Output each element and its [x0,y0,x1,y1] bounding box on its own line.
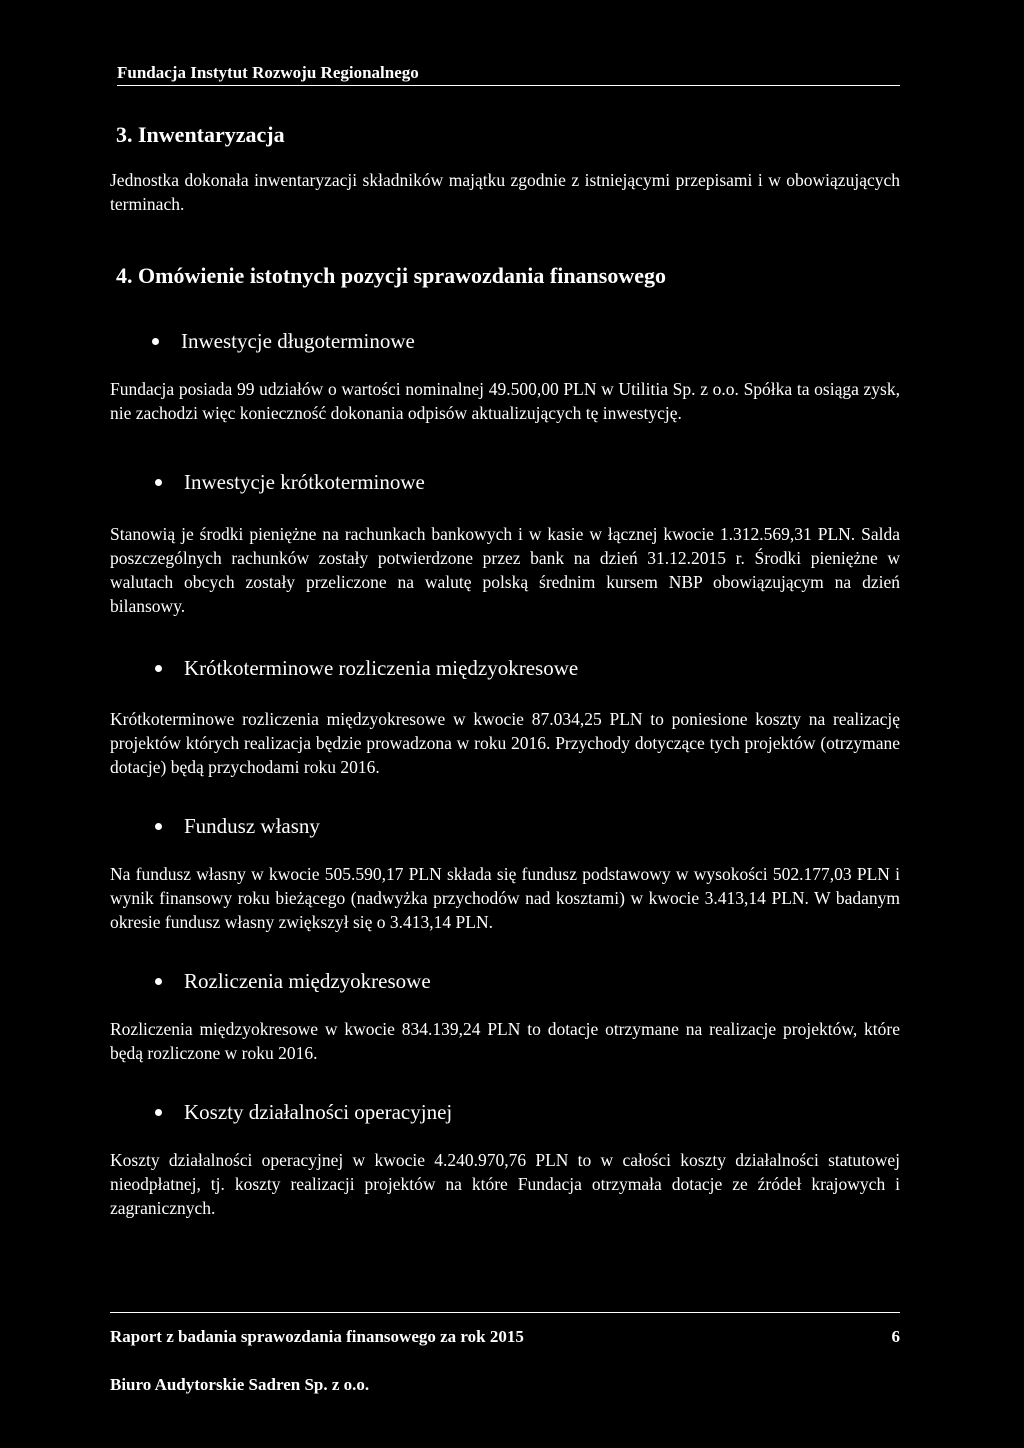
bullet-short-term-accruals [155,654,900,682]
bullet-dot-icon [155,479,162,486]
short-term-investments-paragraph: Stanowią je środki pieniężne na rachunkach bankowych i w kasie w łącznej kwocie 1.312.569,31 PLN. Salda poszczególnych rachunków zostały potwierdzone przez bank na dzień 31.12.2015 r. Środki pieniężne w walutach obcych zostały przeliczone na walutę polską średnim kursem NBP obowiązującym na dzień bilansowy. [110,524,900,616]
page-header: Fundacja Instytut Rozwoju Regionalnego [117,63,419,82]
inventory-paragraph: Jednostka dokonała inwentaryzacji składników majątku zgodnie z istniejącymi przepisami i w obowiązujących terminach. [110,170,900,214]
bullet-title: Fundusz własny [184,814,320,838]
bullet-title: Inwestycje długoterminowe [181,329,415,353]
accruals-paragraph: Rozliczenia międzyokresowe w kwocie 834.139,24 PLN to dotacje otrzymane na realizacje projektów, które będą rozliczone w roku 2016. [110,1019,900,1063]
document-body [110,120,900,1220]
bullet-dot-icon [152,338,159,345]
bullet-accruals [155,967,900,995]
footer-report-title: Raport z badania sprawozdania finansowego za rok 2015 [110,1327,524,1346]
section-heading-inventory: 3. Inwentaryzacja [116,122,285,147]
page-number: 6 [891,1327,900,1346]
bullet-long-term-investments [152,327,900,355]
section-heading-financial-items: 4. Omówienie istotnych pozycji sprawozdania finansowego [116,263,666,288]
bullet-dot-icon [155,978,162,985]
page-footer [110,1326,900,1348]
bullet-title: Krótkoterminowe rozliczenia międzyokresowe [184,656,579,680]
short-term-accruals-paragraph: Krótkoterminowe rozliczenia międzyokresowe w kwocie 87.034,25 PLN to poniesione koszty na realizację projektów których realizacja będzie prowadzona w roku 2016. Przychody dotyczące tych projektów (otrzymane dotacje) będą przychodami roku 2016. [110,709,900,777]
long-term-investments-paragraph: Fundacja posiada 99 udziałów o wartości nominalnej 49.500,00 PLN w Utilitia Sp. z o.o. Spółka ta osiąga zysk, nie zachodzi więc konieczność dokonania odpisów aktualizujących tę inwestycję. [110,379,900,423]
footer-divider [110,1312,900,1313]
header-divider [117,85,900,86]
bullet-dot-icon [155,823,162,830]
bullet-title: Koszty działalności operacyjnej [184,1100,453,1124]
bullet-operating-costs [155,1098,900,1126]
equity-paragraph: Na fundusz własny w kwocie 505.590,17 PLN składa się fundusz podstawowy w wysokości 502.177,03 PLN i wynik finansowy roku bieżącego (nadwyżka przychodów nad kosztami) w kwocie 3.413,14 PLN. W badanym okresie fundusz własny zwiększył się o 3.413,14 PLN. [110,864,900,932]
bullet-dot-icon [155,1109,162,1116]
bullet-dot-icon [155,665,162,672]
bullet-title: Rozliczenia międzyokresowe [184,969,431,993]
bullet-title: Inwestycje krótkoterminowe [184,470,425,494]
bullet-equity [155,812,900,840]
bullet-short-term-investments [155,468,900,496]
footer-auditor: Biuro Audytorskie Sadren Sp. z o.o. [110,1375,370,1394]
operating-costs-paragraph: Koszty działalności operacyjnej w kwocie 4.240.970,76 PLN to w całości koszty działalności statutowej nieodpłatnej, tj. koszty realizacji projektów na które Fundacja otrzymała dotacje ze źródeł krajowych i zagranicznych. [110,1150,900,1218]
